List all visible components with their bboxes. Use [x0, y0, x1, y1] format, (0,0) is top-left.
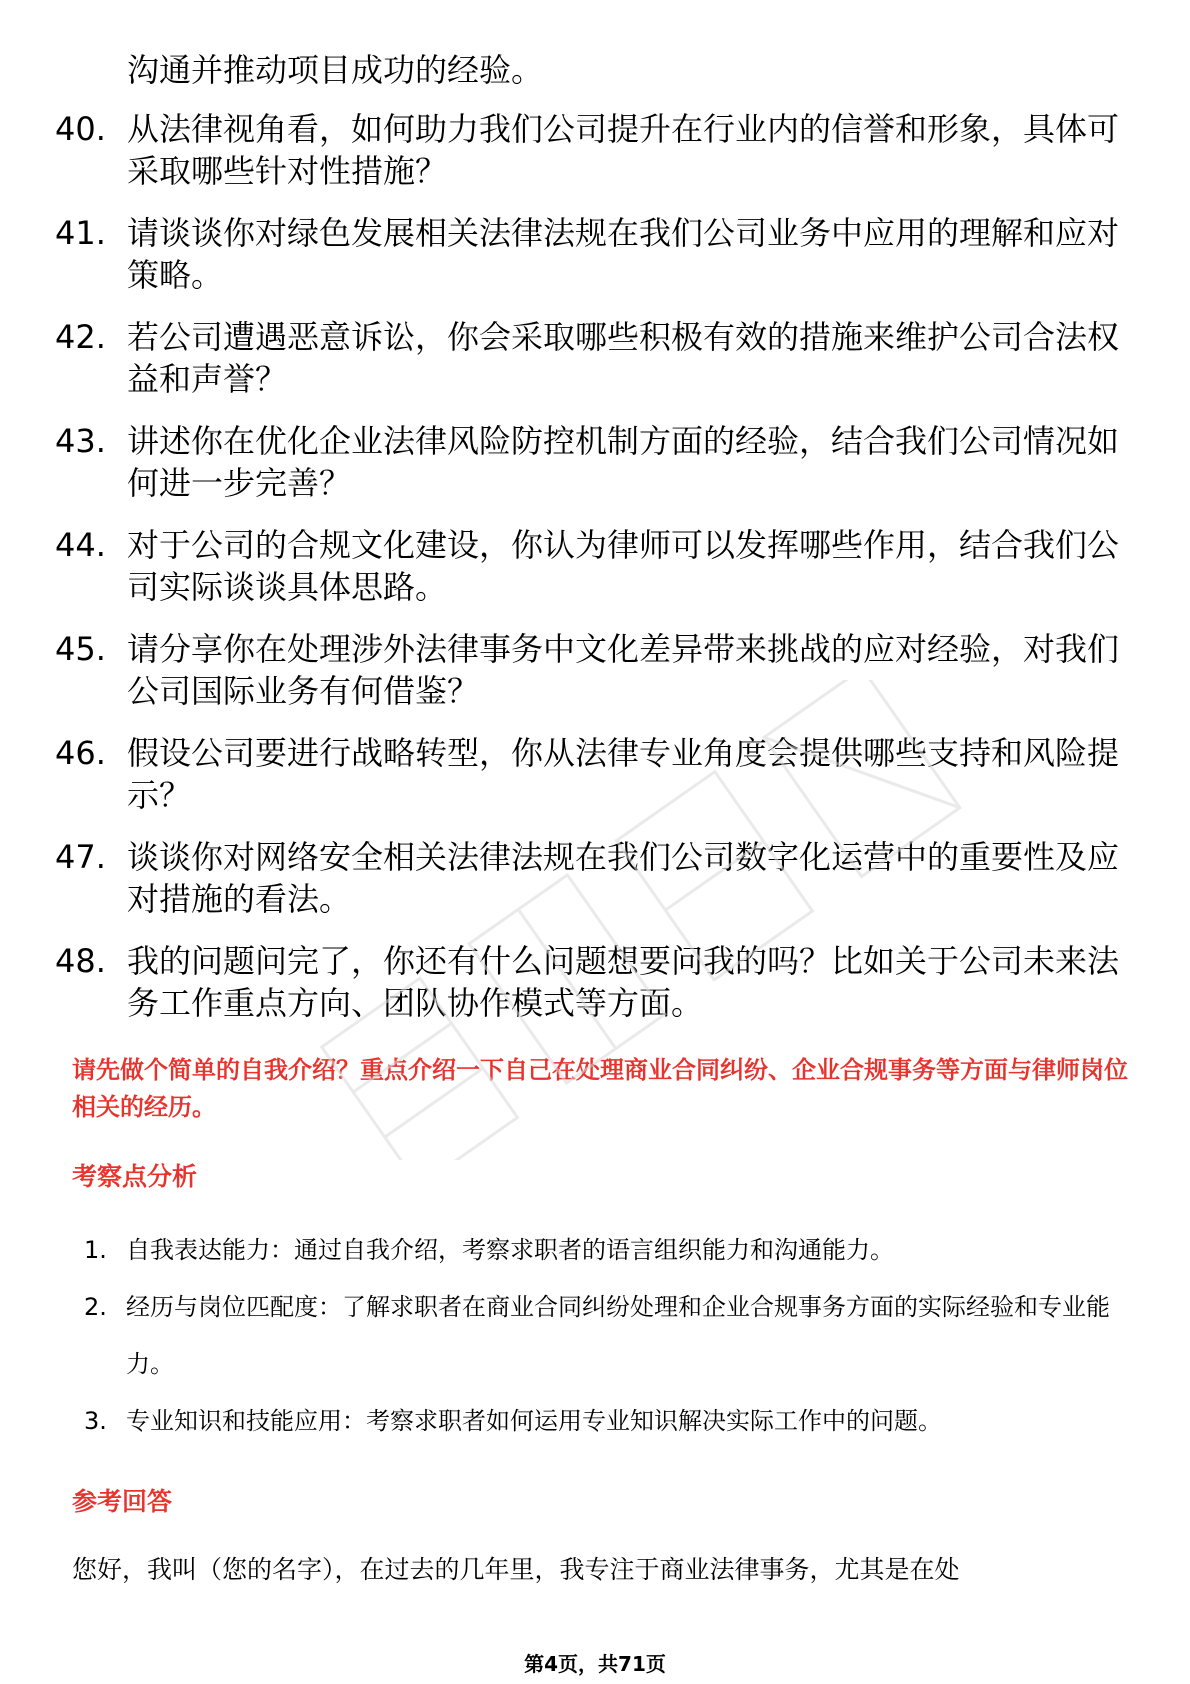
question-number: 45.	[55, 630, 106, 668]
question-number: 43.	[55, 422, 106, 460]
question-number: 41.	[55, 214, 106, 252]
page-footer: 第4页，共71页	[524, 1652, 666, 1676]
highlight-question: 请先做个简单的自我介绍？重点介绍一下自己在处理商业合同纠纷、企业合规事务等方面与律师岗位相关的经历。	[72, 1056, 1128, 1121]
question-text: 谈谈你对网络安全相关法律法规在我们公司数字化运营中的重要性及应对措施的看法。	[127, 838, 1120, 918]
question-list	[55, 108, 1145, 1044]
answer-heading: 参考回答	[72, 1487, 173, 1516]
question-text: 对于公司的合规文化建设，你认为律师可以发挥哪些作用，结合我们公司实际谈谈具体思路。	[127, 526, 1120, 606]
analysis-text: 自我表达能力：通过自我介绍，考察求职者的语言组织能力和沟通能力。	[126, 1236, 894, 1264]
question-item	[55, 316, 1145, 400]
question-text: 假设公司要进行战略转型，你从法律专业角度会提供哪些支持和风险提示？	[127, 734, 1120, 814]
analysis-number: 3.	[84, 1407, 107, 1435]
question-number: 47.	[55, 838, 106, 876]
analysis-text: 经历与岗位匹配度：了解求职者在商业合同纠纷处理和企业合规事务方面的实际经验和专业能力。	[126, 1293, 1110, 1378]
question-number: 42.	[55, 318, 106, 356]
question-number: 44.	[55, 526, 106, 564]
question-item	[55, 836, 1145, 920]
question-item	[55, 732, 1145, 816]
question-item	[55, 524, 1145, 608]
question-text: 若公司遭遇恶意诉讼，你会采取哪些积极有效的措施来维护公司合法权益和声誉？	[127, 318, 1120, 398]
analysis-text: 专业知识和技能应用：考察求职者如何运用专业知识解决实际工作中的问题。	[126, 1407, 942, 1435]
question-number: 46.	[55, 734, 106, 772]
question-item	[55, 628, 1145, 712]
analysis-list	[84, 1222, 1124, 1450]
question-text: 讲述你在优化企业法律风险防控机制方面的经验，结合我们公司情况如何进一步完善？	[127, 422, 1120, 502]
question-item	[55, 108, 1145, 192]
question-item	[55, 420, 1145, 504]
analysis-number: 2.	[84, 1293, 107, 1321]
analysis-item	[84, 1279, 1124, 1393]
question-item	[55, 212, 1145, 296]
question-number: 40.	[55, 110, 106, 148]
analysis-item	[84, 1393, 1124, 1450]
analysis-heading: 考察点分析	[72, 1162, 198, 1191]
question-text: 我的问题问完了，你还有什么问题想要问我的吗？比如关于公司未来法务工作重点方向、团队协作模式等方面。	[127, 942, 1120, 1022]
question-text: 从法律视角看，如何助力我们公司提升在行业内的信誉和形象，具体可采取哪些针对性措施？	[127, 110, 1120, 190]
analysis-number: 1.	[84, 1236, 107, 1264]
question-text: 请谈谈你对绿色发展相关法律法规在我们公司业务中应用的理解和应对策略。	[127, 214, 1120, 294]
question-item	[55, 940, 1145, 1024]
question-number: 48.	[55, 942, 106, 980]
answer-text: 您好，我叫（您的名字），在过去的几年里，我专注于商业法律事务，尤其是在处	[72, 1555, 960, 1584]
analysis-item	[84, 1222, 1124, 1279]
question-text: 请分享你在处理涉外法律事务中文化差异带来挑战的应对经验，对我们公司国际业务有何借鉴？	[127, 630, 1120, 710]
continuation-text: 沟通并推动项目成功的经验。	[127, 51, 544, 89]
